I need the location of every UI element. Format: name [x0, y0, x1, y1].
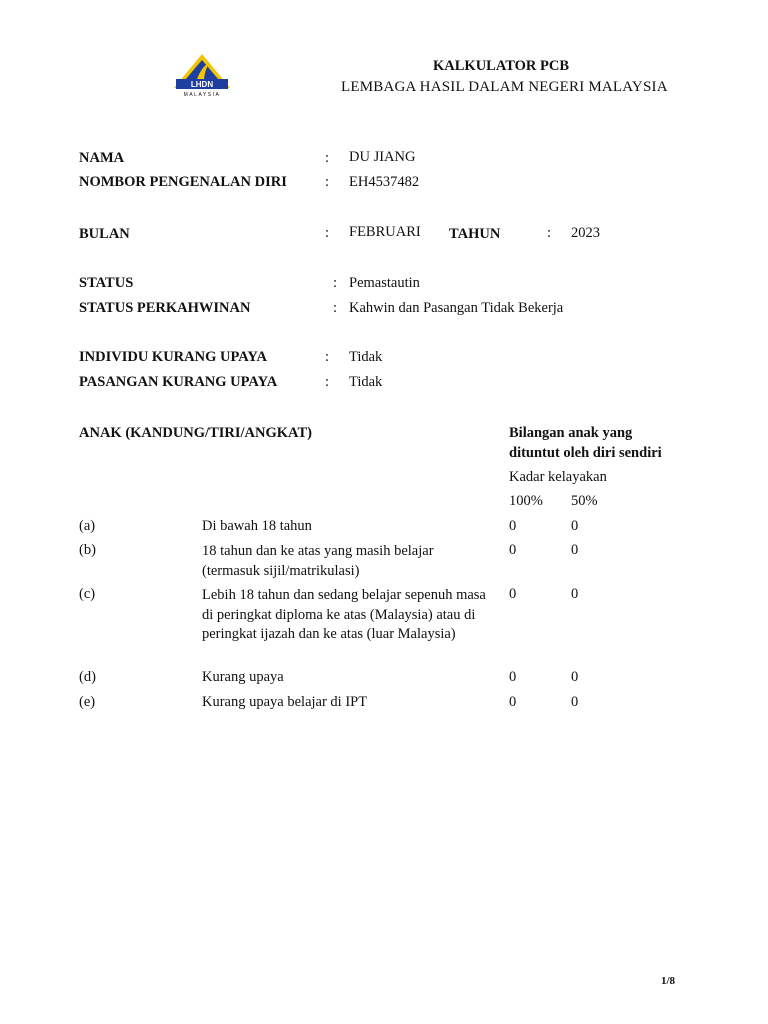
pasangan-oku-value: Tidak — [349, 374, 383, 390]
bulan-value: FEBRUARI — [349, 224, 421, 240]
row-e-desc: Kurang upaya belajar di IPT — [202, 694, 368, 710]
col-100-header: 100% — [509, 493, 543, 509]
nama-value: DU JIANG — [349, 149, 416, 165]
status-label: STATUS — [79, 275, 134, 291]
nama-colon: : — [325, 150, 330, 166]
row-e-v100: 0 — [509, 694, 517, 710]
row-a-v100: 0 — [509, 518, 517, 534]
row-b-v100: 0 — [509, 542, 517, 558]
ic-value: EH4537482 — [349, 174, 420, 190]
page-number: 1/8 — [661, 975, 676, 987]
row-c-v50: 0 — [571, 586, 579, 602]
children-heading: ANAK (KANDUNG/TIRI/ANGKAT) — [79, 425, 312, 441]
status-kahwin-label: STATUS PERKAHWINAN — [79, 300, 251, 316]
status-colon: : — [333, 275, 338, 291]
page-title: KALKULATOR PCB — [433, 58, 570, 74]
col-50-header: 50% — [571, 493, 598, 509]
claim-heading-line2: dituntut oleh diri sendiri — [509, 445, 662, 461]
bulan-label: BULAN — [79, 226, 130, 242]
ic-colon: : — [325, 174, 330, 190]
row-a-desc: Di bawah 18 tahun — [202, 518, 312, 534]
lhdn-logo — [170, 52, 234, 98]
oku-value: Tidak — [349, 349, 383, 365]
oku-colon: : — [325, 349, 330, 365]
claim-heading-line1: Bilangan anak yang — [509, 425, 633, 441]
row-d-desc: Kurang upaya — [202, 669, 284, 685]
row-e-code: (e) — [79, 694, 96, 710]
logo-subtext: MALAYSIA — [183, 92, 221, 98]
page-subtitle: LEMBAGA HASIL DALAM NEGERI MALAYSIA — [341, 79, 668, 95]
row-c-v100: 0 — [509, 586, 517, 602]
row-b-desc: 18 tahun dan ke atas yang masih belajar (termasuk sijil/matrikulasi) — [202, 543, 434, 579]
row-b-v50: 0 — [571, 542, 579, 558]
status-value: Pemastautin — [349, 275, 420, 291]
pasangan-oku-colon: : — [325, 374, 330, 390]
pasangan-oku-label: PASANGAN KURANG UPAYA — [79, 374, 278, 390]
oku-label: INDIVIDU KURANG UPAYA — [79, 349, 267, 365]
row-a-code: (a) — [79, 518, 96, 534]
tahun-colon: : — [547, 225, 552, 241]
row-b-code: (b) — [79, 542, 96, 558]
row-c-desc: Lebih 18 tahun dan sedang belajar sepenuh masa di peringkat diploma ke atas (Malaysia) atau di peringkat ijazah dan ke atas (luar Malaysia) — [202, 587, 486, 642]
tahun-value: 2023 — [571, 225, 600, 241]
row-c-code: (c) — [79, 586, 96, 602]
row-d-v100: 0 — [509, 669, 517, 685]
status-kahwin-colon: : — [333, 300, 338, 316]
tahun-label: TAHUN — [449, 226, 501, 242]
row-d-code: (d) — [79, 669, 96, 685]
ic-label: NOMBOR PENGENALAN DIRI — [79, 174, 287, 190]
eligibility-label: Kadar kelayakan — [509, 469, 607, 485]
row-e-v50: 0 — [571, 694, 579, 710]
nama-label: NAMA — [79, 150, 125, 166]
row-d-v50: 0 — [571, 669, 579, 685]
bulan-colon: : — [325, 225, 330, 241]
status-kahwin-value: Kahwin dan Pasangan Tidak Bekerja — [349, 300, 564, 316]
row-a-v50: 0 — [571, 518, 579, 534]
logo-text: LHDN — [190, 80, 214, 89]
